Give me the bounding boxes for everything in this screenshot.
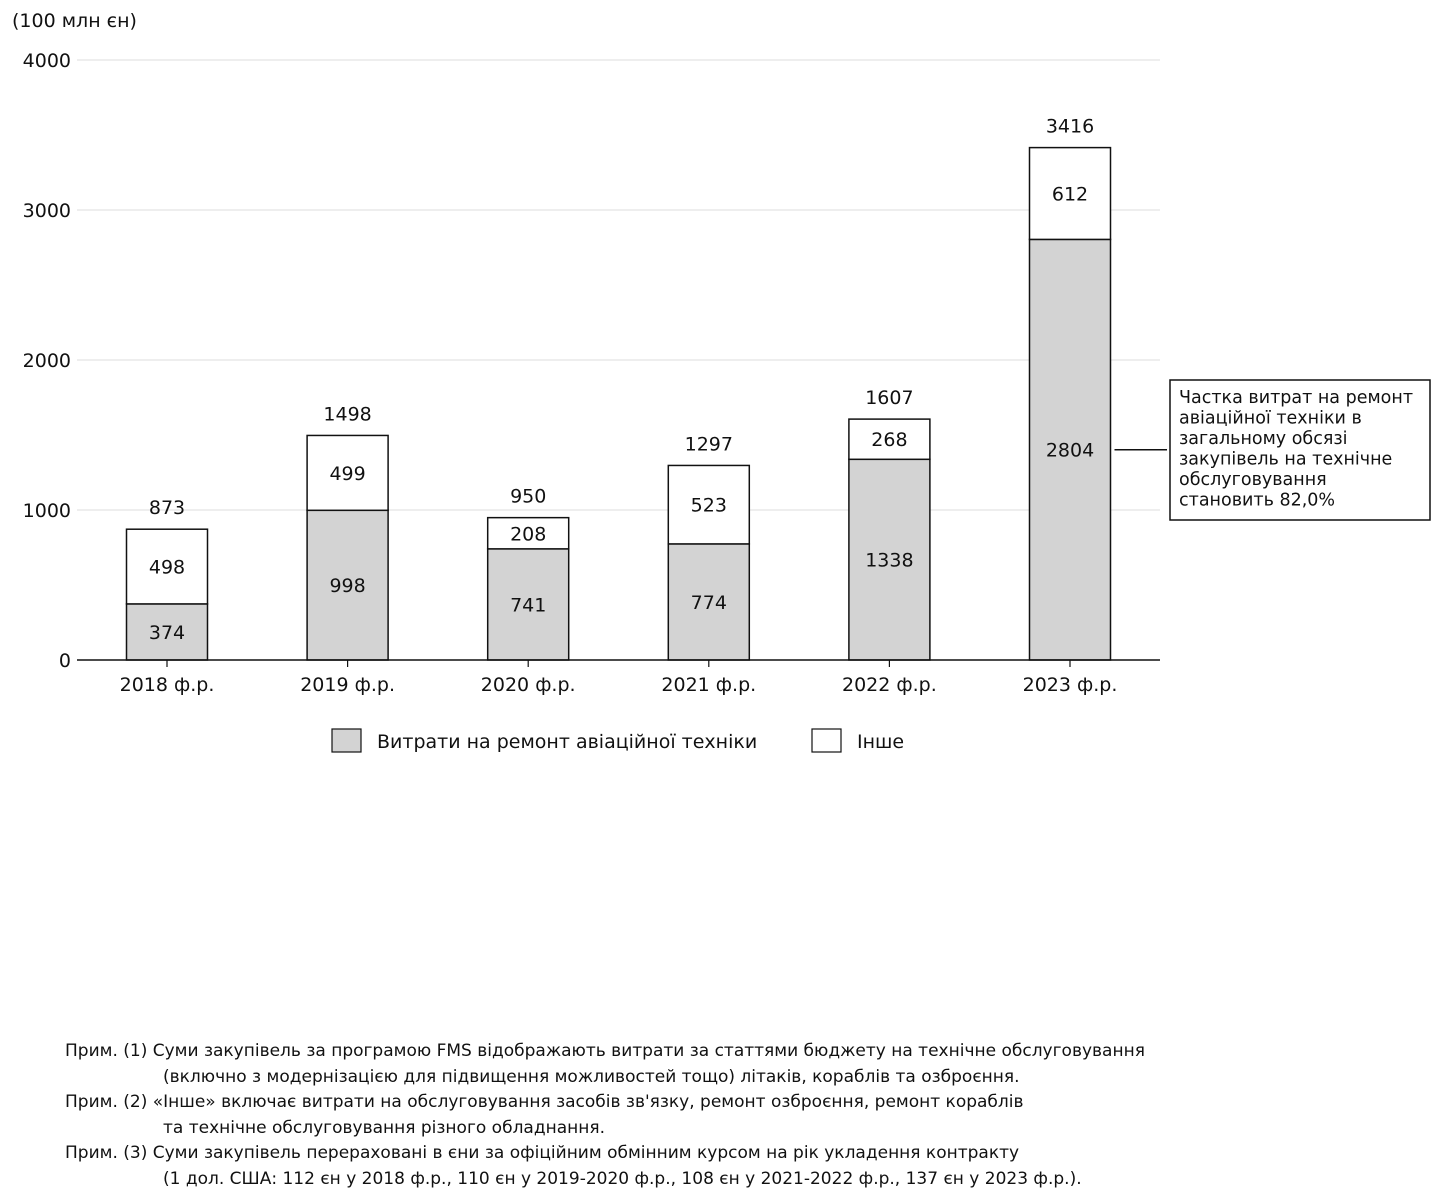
x-tick-label: 2020 ф.р. (480, 674, 576, 696)
data-label-repair: 2804 (1045, 439, 1095, 462)
x-tick-label: 2018 ф.р. (119, 674, 215, 696)
data-label-repair: 774 (690, 591, 727, 614)
note-line: (1 дол. США: 112 єн у 2018 ф.р., 110 єн у 2019-2020 ф.р., 108 єн у 2021-2022 ф.р., 137 єн у 2023 ф.р.). (163, 1168, 1082, 1189)
data-label-total: 950 (510, 485, 547, 508)
notes-block (65, 1039, 1365, 1192)
data-label-other: 268 (871, 429, 908, 452)
x-tick-label: 2023 ф.р. (1022, 674, 1118, 696)
legend-swatch-repair (332, 729, 361, 752)
data-label-other: 499 (329, 462, 366, 485)
x-tick-label: 2021 ф.р. (661, 674, 757, 696)
note-line: Прим. (1) Суми закупівель за програмою FMS відображають витрати за статтями бюджету на технічне обслуговування (65, 1041, 1145, 1061)
annotation-text-line: авіаційної техніки в (1179, 408, 1362, 429)
data-label-total: 1498 (323, 403, 372, 426)
note-line: (включно з модернізацією для підвищення можливостей тощо) літаків, кораблів та озброєння. (163, 1066, 1020, 1087)
y-tick-label: 0 (58, 650, 71, 672)
data-label-total: 873 (148, 497, 186, 520)
data-label-repair: 1338 (865, 549, 914, 572)
annotation-text-line: обслуговування (1179, 470, 1327, 490)
y-tick-label: 3000 (22, 200, 71, 222)
x-tick-label: 2022 ф.р. (842, 674, 937, 696)
legend-label-repair: Витрати на ремонт авіаційної техніки (377, 731, 758, 753)
legend-swatch-other (812, 729, 841, 752)
x-tick-label: 2019 ф.р. (300, 674, 395, 696)
y-tick-label: 1000 (22, 500, 71, 522)
y-unit-label: (100 млн єн) (12, 10, 137, 32)
annotation-text-line: закупівель на технічне (1179, 449, 1393, 470)
annotation-text-line: Частка витрат на ремонт (1179, 388, 1414, 408)
note-line: Прим. (2) «Інше» включає витрати на обслуговування засобів зв'язку, ремонт озброєння, ремонт кораблів (65, 1092, 1024, 1112)
data-label-other: 523 (690, 494, 727, 517)
note-line: Прим. (3) Суми закупівель перераховані в єни за офіційним обмінним курсом на рік укладення контракту (65, 1143, 1020, 1163)
note-line: та технічне обслуговування різного обладнання. (163, 1117, 605, 1138)
data-label-total: 1297 (684, 433, 733, 456)
annotation-text-line: становить 82,0% (1179, 490, 1336, 511)
data-label-total: 3416 (1045, 115, 1095, 138)
data-label-other: 498 (148, 556, 186, 579)
data-label-repair: 998 (329, 575, 366, 598)
y-tick-label: 4000 (22, 50, 71, 72)
annotation-text-line: загальному обсязі (1179, 429, 1348, 449)
data-label-repair: 741 (510, 594, 547, 617)
y-tick-label: 2000 (22, 350, 71, 372)
data-label-total: 1607 (865, 386, 914, 409)
data-label-other: 612 (1051, 183, 1089, 206)
data-label-repair: 374 (148, 621, 186, 644)
data-label-other: 208 (510, 523, 547, 546)
legend-label-other: Інше (857, 731, 905, 753)
